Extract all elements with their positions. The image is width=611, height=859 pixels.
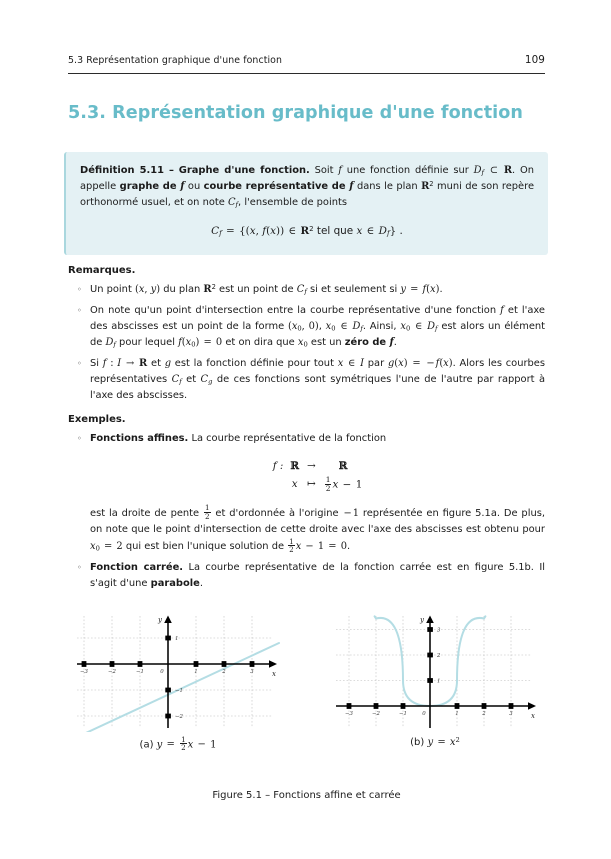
subcaption-b: (b) $y = x^2$ xyxy=(410,736,460,749)
list-item xyxy=(68,282,545,298)
example-square-bold: parabole xyxy=(150,578,200,590)
svg-text:−2: −2 xyxy=(372,711,380,717)
svg-text:−1: −1 xyxy=(175,688,183,694)
subcaption-b-prefix: (b) xyxy=(410,737,425,749)
definition-display-formula: $C_f = \{(x$, f(x)) ∈ $R^2$ tel que x ∈ $D_f$} . xyxy=(211,224,403,238)
fdef-frac-num: 1 xyxy=(325,475,331,485)
definition-name: Graphe d'une fonction. xyxy=(178,165,310,176)
fdef-codomain: ℝ xyxy=(338,460,348,473)
svg-text:−2: −2 xyxy=(108,669,116,675)
definition-symbol-f: f xyxy=(338,165,342,176)
definition-or: ou xyxy=(187,181,201,193)
fdef-arrow-map: ↦ xyxy=(306,478,316,491)
example-square-period: . xyxy=(199,578,203,590)
subcaption-a-num: 1 xyxy=(181,735,186,744)
remarks-block xyxy=(68,263,545,405)
bullet-icon: ◦ xyxy=(77,285,82,295)
example-square-body: La courbe représentative de la fonction carrée est en figure 5.1b. Il s'agit d'une xyxy=(90,562,545,590)
fdef-arrow-set: → xyxy=(306,460,316,473)
x-tick-labels xyxy=(80,669,254,675)
example-affine-intro xyxy=(90,433,386,444)
y-axis-label: y xyxy=(420,616,424,624)
function-definition-display xyxy=(266,457,370,494)
fdef-frac-den: 2 xyxy=(325,483,331,493)
list-item xyxy=(68,356,545,404)
chart-parabola xyxy=(330,612,540,732)
definition-paragraph xyxy=(80,163,534,211)
remarks-heading: Remarques. xyxy=(68,265,136,276)
fdef-var: x xyxy=(291,478,298,491)
svg-text:3: 3 xyxy=(509,711,513,717)
y-axis-arrow xyxy=(164,616,172,624)
definition-cf: $C_f$, xyxy=(227,197,242,209)
header-rule xyxy=(68,73,545,74)
svg-text:−3: −3 xyxy=(80,669,88,675)
example-affine-text-1: est la droite de pente xyxy=(90,507,200,519)
horizontal-gridlines xyxy=(77,638,273,716)
svg-text:−1: −1 xyxy=(399,711,407,717)
svg-text:1: 1 xyxy=(194,669,198,675)
section-heading: 5.3. Représentation graphique d'une fonction xyxy=(68,103,523,123)
horizontal-gridlines xyxy=(336,627,532,681)
definition-text-1: Soit xyxy=(314,165,334,176)
list-item xyxy=(68,431,545,555)
svg-text:1: 1 xyxy=(455,711,459,717)
x-axis-label: x xyxy=(531,712,535,720)
y-tick-labels xyxy=(175,636,184,720)
bullet-icon: ◦ xyxy=(77,563,82,573)
remark-item-2-text: On note qu'un point d'intersection entre la courbe représentative d'une fonction f et l'axe des abscisses est un point de la forme ($x_0$, 0), $x_0$ ∈ $D_f$. Ainsi, $x_0$ ∈ $D_f$ est alors un élément de $D_f$ pour lequel $f(x_0) = 0$ et on dira que $x_0$ est un zéro de f. xyxy=(90,305,546,349)
x-axis-arrow xyxy=(269,660,277,668)
examples-heading: Exemples. xyxy=(68,414,126,425)
svg-text:3: 3 xyxy=(437,627,441,634)
bullet-icon: ◦ xyxy=(77,306,82,316)
remark-item-3-text: Si f : I → R et g est la fonction définie pour tout x ∈ I par g(x) = −f(x). Alors les courbes représentatives $C_f$ et $C_g$ de ces fonctions sont symétriques l'une de l'autre par rapport à l'axe des abscisses. xyxy=(90,358,546,402)
fdef-domain: ℝ xyxy=(290,460,299,473)
svg-text:0: 0 xyxy=(160,669,164,675)
definition-text-3: On appelle xyxy=(80,165,534,193)
example-affine-lead: La courbe représentative de la fonction xyxy=(191,433,387,445)
slope-frac-den: 2 xyxy=(205,511,210,521)
chart-affine xyxy=(73,612,283,732)
figures-row xyxy=(68,612,545,752)
subcaption-a: (a) y = $\frac{1}{2}$ x − 1 xyxy=(139,735,217,753)
svg-text:−1: −1 xyxy=(136,669,144,675)
bullet-icon: ◦ xyxy=(77,359,82,369)
subfigure-a xyxy=(68,612,288,752)
svg-text:3: 3 xyxy=(250,669,254,675)
x-tick-labels xyxy=(345,711,513,717)
figure-caption: Figure 5.1 – Fonctions affine et carrée xyxy=(212,790,401,801)
subcaption-a-prefix: (a) xyxy=(139,739,154,751)
svg-text:1: 1 xyxy=(437,678,441,685)
definition-bold-courbe: courbe représentative de f xyxy=(203,181,354,193)
remarks-list xyxy=(68,282,545,404)
slope-frac-num: 1 xyxy=(205,503,210,513)
y-axis-arrow xyxy=(426,616,434,624)
remark-item-1-text: Un point (x, y) du plan $R^2$ est un point de $C_f$ si et seulement si y = f(x). xyxy=(90,283,443,296)
svg-text:2: 2 xyxy=(222,669,226,675)
running-title: 5.3 Représentation graphique d'une fonction xyxy=(68,55,283,66)
svg-text:−2: −2 xyxy=(175,714,183,720)
x-axis-label: x xyxy=(272,670,276,678)
examples-list xyxy=(68,431,545,592)
x-axis-arrow xyxy=(528,702,536,710)
definition-label: Définition 5.11 – xyxy=(80,165,174,176)
definition-text-2: une fonction définie sur xyxy=(346,165,469,176)
page-number: 109 xyxy=(524,54,545,66)
svg-text:1: 1 xyxy=(175,636,179,642)
list-item xyxy=(68,303,545,351)
subfigure-b xyxy=(325,612,545,752)
list-item xyxy=(68,560,545,592)
examples-block xyxy=(68,412,545,592)
subcaption-a-den: 2 xyxy=(181,743,186,753)
example-affine-term: Fonctions affines. xyxy=(90,433,189,445)
svg-text:0: 0 xyxy=(422,711,426,717)
bullet-icon: ◦ xyxy=(77,434,82,444)
definition-domain: $D_f$ ⊂ R. xyxy=(473,165,516,177)
fdef-expression: $\frac{1}{2}$ x − 1 xyxy=(325,475,363,493)
definition-box xyxy=(64,152,548,255)
svg-text:2: 2 xyxy=(437,653,441,659)
y-tick-labels xyxy=(436,628,441,685)
fdef-name: f : xyxy=(272,460,284,473)
svg-text:−3: −3 xyxy=(345,711,353,717)
example-square-term: Fonction carrée. xyxy=(90,562,184,574)
definition-text-4: dans le plan $R^2$ muni de son repère orthonormé usuel, et on note xyxy=(80,180,535,209)
definition-bold-graphe: graphe de f xyxy=(119,181,185,193)
y-axis-label: y xyxy=(158,616,162,624)
example-square-text xyxy=(90,562,545,589)
running-header xyxy=(68,54,545,66)
definition-text-5: l'ensemble de points xyxy=(244,197,347,209)
svg-text:2: 2 xyxy=(482,711,486,717)
example-affine-body: est la droite de pente $\frac{1}{2}$ et d'ordonnée à l'origine −1 représentée en figure 5.1a. De plus, on note que le point d'intersection de cette droite avec l'axe des abscisses est obtenu pour $x_0 = 2$ qui est bien l'unique solution de $\frac{1}{2}$ x − 1 = 0. xyxy=(90,503,545,555)
